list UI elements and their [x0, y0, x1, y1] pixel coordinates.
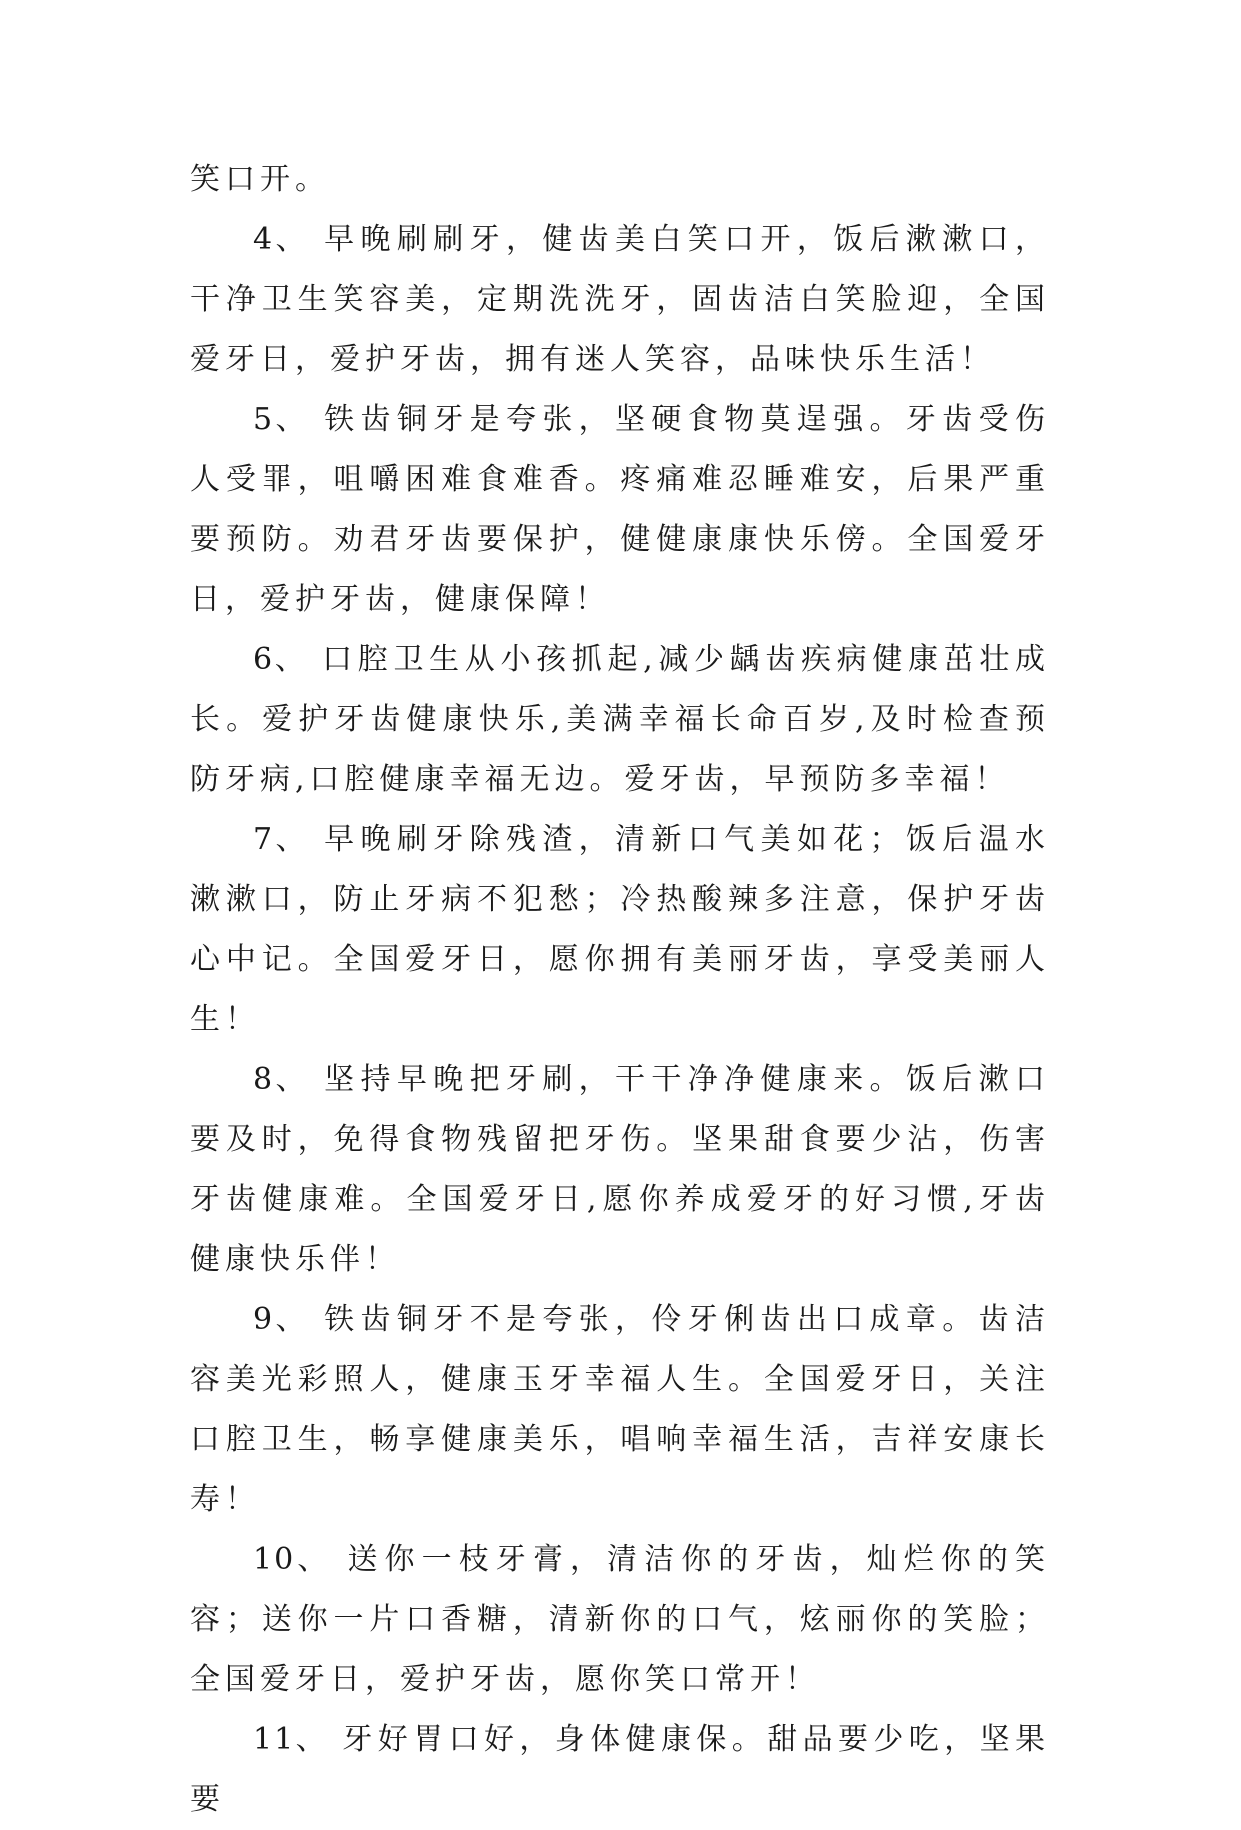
item-text: 铁齿铜牙是夸张，坚硬食物莫逞强。牙齿受伤人受罪，咀嚼困难食难香。疼痛难忍睡难安，后果严重要预防。劝君牙齿要保护，健健康康快乐傍。全国爱牙日，爱护牙齿，健康保障！ [190, 402, 1050, 617]
list-item [190, 1290, 1050, 1530]
list-item [190, 1050, 1050, 1290]
list-item [190, 630, 1050, 810]
list-item [190, 1710, 1050, 1830]
item-number: 8、 [253, 1062, 309, 1097]
item-number: 6、 [253, 642, 308, 677]
document-body [190, 150, 1050, 1830]
item-text: 送你一枝牙膏，清洁你的牙齿，灿烂你的笑容；送你一片口香糖，清新你的口气，炫丽你的笑脸；全国爱牙日，爱护牙齿，愿你笑口常开！ [190, 1542, 1050, 1697]
item-number: 11、 [253, 1722, 328, 1757]
continuation-paragraph [190, 150, 1050, 210]
item-text: 早晚刷刷牙，健齿美白笑口开，饭后漱漱口，干净卫生笑容美，定期洗洗牙，固齿洁白笑脸迎，全国爱牙日，爱护牙齿，拥有迷人笑容，品味快乐生活！ [190, 222, 1050, 377]
item-number: 4、 [253, 222, 309, 257]
item-text: 坚持早晚把牙刷，干干净净健康来。饭后漱口要及时，免得食物残留把牙伤。坚果甜食要少沾，伤害牙齿健康难。全国爱牙日,愿你养成爱牙的好习惯,牙齿健康快乐伴！ [190, 1062, 1050, 1277]
list-item [190, 1530, 1050, 1710]
item-text: 早晚刷牙除残渣，清新口气美如花；饭后温水漱漱口，防止牙病不犯愁；冷热酸辣多注意，保护牙齿心中记。全国爱牙日，愿你拥有美丽牙齿，享受美丽人生！ [190, 822, 1050, 1037]
list-item [190, 390, 1050, 630]
item-number: 10、 [253, 1542, 332, 1577]
item-number: 5、 [253, 402, 309, 437]
item-number: 7、 [253, 822, 309, 857]
item-text: 口腔卫生从小孩抓起,减少龋齿疾病健康茁壮成长。爱护牙齿健康快乐,美满幸福长命百岁,及时检查预防牙病,口腔健康幸福无边。爱牙齿，早预防多幸福！ [190, 642, 1050, 797]
item-number: 9、 [253, 1302, 309, 1337]
item-text: 牙好胃口好，身体健康保。甜品要少吃，坚果要 [190, 1722, 1050, 1817]
list-item [190, 810, 1050, 1050]
continuation-text: 笑口开。 [190, 162, 330, 197]
item-text: 铁齿铜牙不是夸张，伶牙俐齿出口成章。齿洁容美光彩照人，健康玉牙幸福人生。全国爱牙日，关注口腔卫生，畅享健康美乐，唱响幸福生活，吉祥安康长寿！ [190, 1302, 1050, 1517]
list-item [190, 210, 1050, 390]
